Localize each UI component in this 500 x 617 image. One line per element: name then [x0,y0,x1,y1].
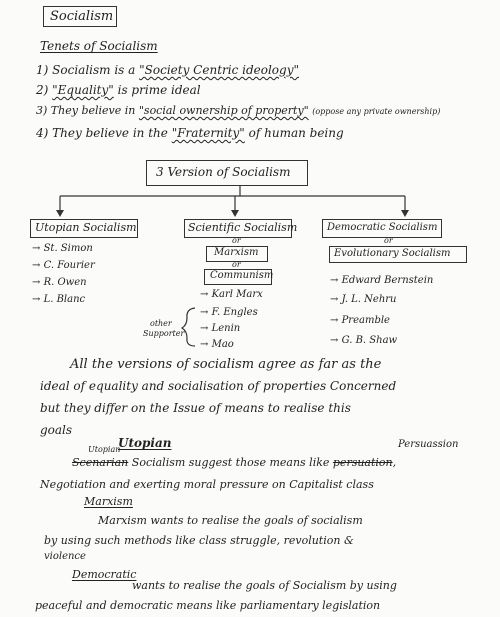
or-label: or [232,236,241,245]
arrow-icon: → [200,339,209,350]
or-label: or [384,236,393,245]
democratic-para-heading: Democratic [72,568,137,581]
scientific-heading: Scientific Socialism [188,221,298,234]
struck-word: persuation [332,456,393,469]
list-item: → St. Simon [32,243,93,254]
utopian-para-heading: Utopian [118,436,172,450]
arrow-icon: → [330,335,339,346]
list-item: → Mao [200,339,234,350]
tenet-number: 2) [36,83,49,97]
list-item: → Preamble [330,315,390,326]
others-label: Supporter [143,329,185,338]
arrow-icon: → [32,260,41,271]
communism-label: Communism [210,270,274,281]
democratic-heading: Democratic Socialism [327,222,438,233]
democratic-para-line: peaceful and democratic means like parliamentary legislation [35,599,381,612]
arrow-icon: → [330,275,339,286]
list-item: → F. Engles [200,307,258,318]
utopian-heading: Utopian Socialism [35,221,137,234]
utopian-para-line: Scenarian Socialism suggest those means like persuation, [72,456,397,469]
page-title: Socialism [50,9,114,24]
marxism-para-line: by using such methods like class struggle, revolution & [44,534,354,547]
list-item: → G. B. Shaw [330,335,398,346]
persuasion-inserted: Persuassion [398,439,459,450]
tenet-4 [36,127,344,139]
arrow-icon: → [32,277,41,288]
marxism-para-line: violence [44,551,86,562]
versions-title: 3 Version of Socialism [156,165,291,179]
summary-line: ideal of equality and socialisation of properties Concerned [40,379,397,393]
arrow-icon: → [200,289,209,300]
list-item: → R. Owen [32,277,87,288]
tenet-text: of human being [248,126,344,140]
evolutionary-label: Evolutionary Socialism [334,248,451,259]
tenet-note: (oppose any private ownership) [312,107,441,116]
others-label: other [150,319,172,328]
arrow-icon: → [330,294,339,305]
tenet-text: They believe in [50,104,136,117]
list-item: → Lenin [200,323,241,334]
tenet-number: 1) [36,63,49,77]
list-item: → Karl Marx [200,289,263,300]
tenet-3 [36,105,440,116]
utopian-inserted: Utopian [88,445,121,454]
struck-word: Scenarian [72,456,129,469]
tenet-key: "Fraternity" [171,126,245,140]
tenet-2 [36,84,201,96]
list-item: → C. Fourier [32,260,95,271]
marxism-label: Marxism [214,247,259,258]
or-label: or [232,260,241,269]
marxism-para-heading: Marxism [84,495,133,508]
summary-line: All the versions of socialism agree as far as the [70,357,382,372]
tenet-key: "Society Centric ideology" [139,63,300,77]
tenet-key: "Equality" [52,83,114,97]
marxism-para-line: Marxism wants to realise the goals of socialism [98,514,363,527]
tenets-heading: Tenets of Socialism [40,39,158,53]
utopian-para-line: Negotiation and exerting moral pressure on Capitalist class [40,478,374,491]
list-item: → Edward Bernstein [330,275,434,286]
arrow-icon: → [32,294,41,305]
tenet-key: "social ownership of property" [138,104,309,117]
tenet-number: 4) [36,126,49,140]
arrow-icon: → [200,307,209,318]
arrow-icon: → [32,243,41,254]
list-item: → J. L. Nehru [330,294,397,305]
tenet-1 [36,64,299,76]
tenet-text: is prime ideal [117,83,201,97]
list-item: → L. Blanc [32,294,86,305]
arrow-icon: → [200,323,209,334]
summary-line: goals [40,423,73,437]
democratic-para-line: wants to realise the goals of Socialism by using [132,579,397,592]
tenet-text: They believe in the [52,126,168,140]
summary-line: but they differ on the Issue of means to realise this [40,401,351,415]
arrow-icon: → [330,315,339,326]
tenet-number: 3) [36,104,48,117]
tenet-text: Socialism is a [52,63,136,77]
